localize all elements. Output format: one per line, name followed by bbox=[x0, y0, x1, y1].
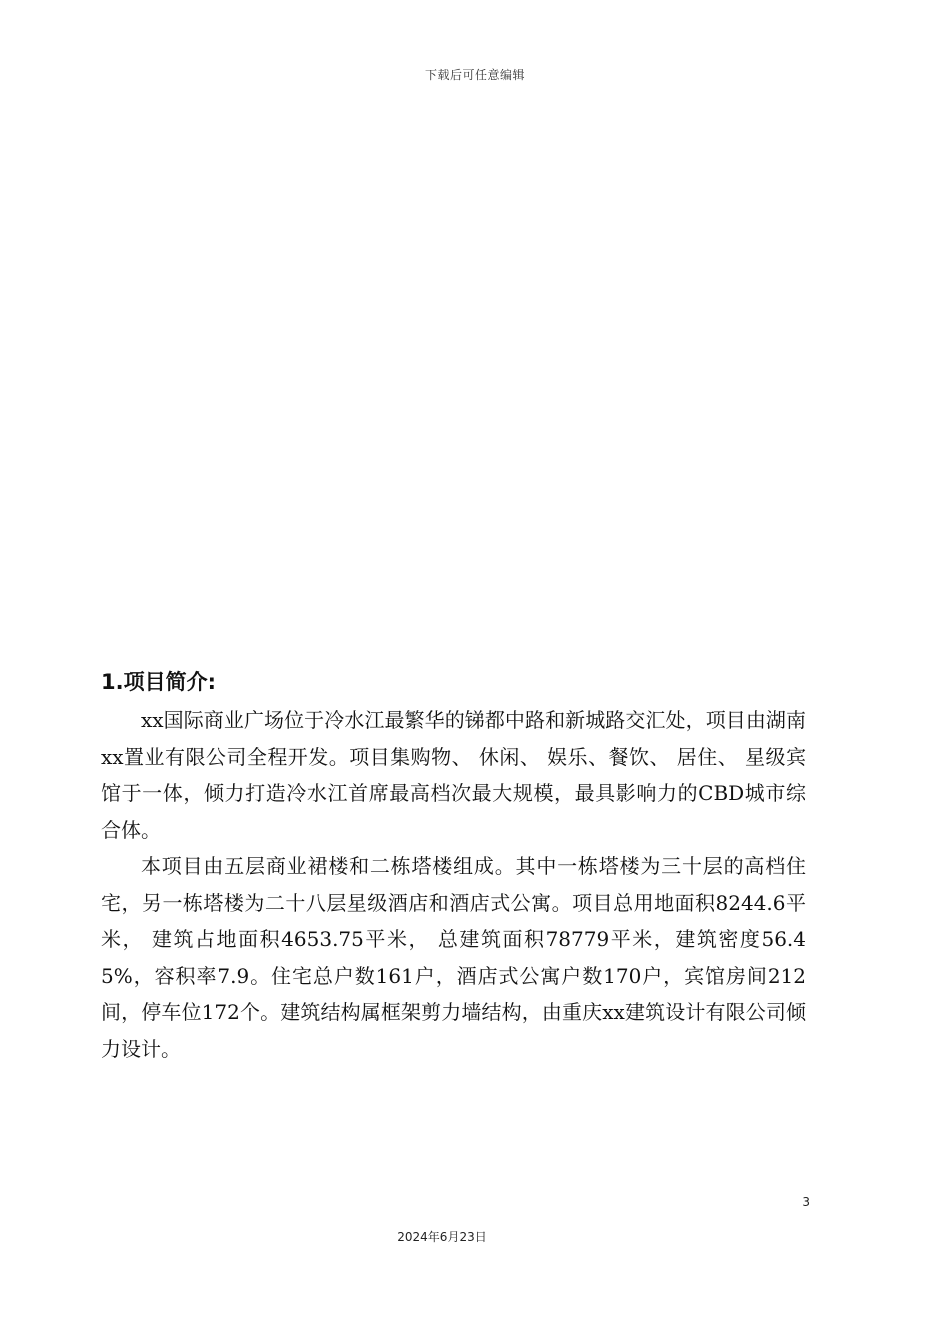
page-number: 3 bbox=[802, 1195, 810, 1209]
section-heading: 1.项目简介: bbox=[101, 670, 216, 694]
body-content bbox=[101, 666, 806, 1067]
paragraph-details: 本项目由五层商业裙楼和二栋塔楼组成。其中一栋塔楼为三十层的高档住宅，另一栋塔楼为二十八层星级酒店和酒店式公寓。项目总用地面积8244.6平米， 建筑占地面积4653.75平米， 总建筑面积78779平米，建筑密度56.45%，容积率7.9。住宅总户数161户，酒店式公寓户数170户，宾馆房间212间，停车位172个。建筑结构属框架剪力墙结构，由重庆xx建筑设计有限公司倾力设计。 bbox=[101, 854, 806, 1061]
header-note: 下载后可任意编辑 bbox=[424, 68, 525, 82]
footer-date: 2024年6月23日 bbox=[397, 1230, 487, 1244]
paragraph-intro: xx国际商业广场位于冷水江最繁华的锑都中路和新城路交汇处，项目由湖南xx置业有限公司全程开发。项目集购物、 休闲、 娱乐、餐饮、 居住、 星级宾馆于一体，倾力打造冷水江首席最高档次最大规模，最具影响力的CBD城市综合体。 bbox=[101, 708, 806, 842]
